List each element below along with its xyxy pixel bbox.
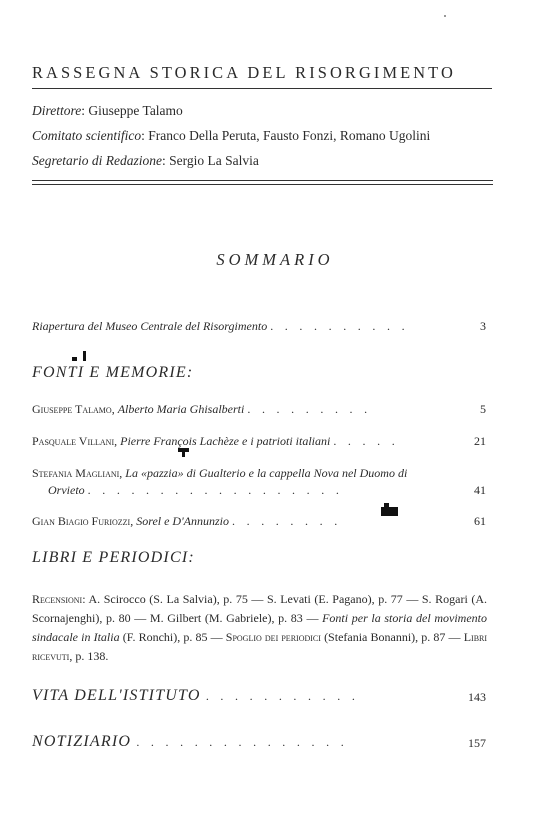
libri-ricevuti-label: Libri ricevuti [32,630,488,663]
toc-entry-furiozzi: Gian Biagio Furiozzi, Sorel e D'Annunzio . . . . . . . . 61 [32,514,486,528]
toc-title: Alberto Maria Ghisalberti [117,402,245,416]
leader-dots: . . . . . . . . . . [270,319,409,333]
toc-page-number: 5 [480,402,486,416]
toc-entry-notiziario [32,733,348,751]
toc-page-number: 3 [480,319,486,333]
print-blot [83,351,86,361]
toc-entry-magliani-line2 [48,483,486,498]
recensioni-paragraph: Recensioni: A. Scirocco (S. La Salvia), p. 75 — S. Levati (E. Pagano), p. 77 — S. Rogari (A. Scornajenghi), p. 80 — M. Gilbert (M. Gabriele), p. 83 — Fonti per la storia del movimento sindacale in Italia (F. Ronchi), p. 85 — Spoglio dei periodici (Stefania Bonanni), p. 87 — Libri ricevuti, p. 138. [32,592,488,663]
leader-dots: . . . . . . . . . [247,402,372,416]
toc-author: Gian Biagio Furiozzi [32,514,131,528]
journal-masthead: RASSEGNA STORICA DEL RISORGIMENTO [32,63,456,82]
recensioni-label: Recensioni [32,592,83,606]
leader-dots: . . . . . . . . . . . . . . . . . . [87,483,344,497]
leader-dots: . . . . . . . . . . . [205,689,360,703]
toc-entry-riapertura [32,319,486,334]
toc-entry-magliani-line1: Stefania Magliani, La «pazzia» di Gualterio e la cappella Nova nel Duomo di [32,466,408,480]
leader-dots: . . . . . . . . . . . . . . . [136,735,349,749]
fonti-heading: FONTI E MEMORIE: [32,364,194,381]
recensioni-text: , p. 138. [69,649,109,663]
print-blot [72,357,77,361]
recensioni-italic-title: Fonti per la storia del movimento sindacale in Italia [32,611,487,644]
toc-page-number: 157 [468,736,486,750]
toc-entry-talamo: Giuseppe Talamo, Alberto Maria Ghisalberti . . . . . . . . . 5 [32,402,486,416]
recensioni-text: A. Scirocco (S. La Salvia), p. 75 — S. Levati (E. Pagano), p. 77 — S. Rogari (A. Scornajenghi), p. 80 — M. Gilbert (M. Gabriele), p. 83 — [32,592,488,625]
director-name: Giuseppe Talamo [88,103,183,118]
toc-page-number: 143 [468,690,486,704]
double-rule-lower [32,184,493,185]
toc-title-continued: Orvieto [48,483,85,497]
director-label: Direttore [32,103,82,118]
spoglio-label: Spoglio dei periodici [225,630,321,644]
double-rule-upper [32,180,493,181]
masthead-rule [32,88,492,89]
toc-title: Riapertura del Museo Centrale del Risorgimento [32,319,268,333]
print-blot [384,503,389,507]
secretary-label: Segretario di Redazione [32,153,162,168]
leader-dots: . . . . . [333,434,400,448]
leader-dots: . . . . . . . . [232,514,342,528]
committee-label: Comitato scientifico [32,128,142,143]
toc-title: La «pazzia» di Gualterio e la cappella Nova nel Duomo di [125,466,408,480]
recensioni-text: (F. Ronchi), p. 85 — [122,630,223,644]
toc-page-number: 61 [474,514,486,528]
secretary-name: Sergio La Salvia [169,153,259,168]
sommario-heading: SOMMARIO [216,250,334,269]
toc-page-number: 21 [474,434,486,448]
toc-author: Pasquale Villani [32,434,115,448]
toc-entry-villani: Pasquale Villani, Pierre François Lachèze e i patrioti italiani . . . . . 21 [32,434,486,448]
libri-heading: LIBRI E PERIODICI: [32,549,195,566]
print-blot [182,451,185,457]
print-blot [381,507,398,516]
toc-title: Sorel e D'Annunzio [136,514,229,528]
toc-title: Pierre François Lachèze e i patrioti italiani [120,434,331,448]
toc-section-title: NOTIZIARIO [32,733,132,750]
toc-author: Stefania Magliani [32,466,120,480]
toc-author: Giuseppe Talamo [32,402,112,416]
speck-mark [444,15,446,17]
secretary-line: Segretario di Redazione: Sergio La Salvia [32,153,259,168]
toc-section-title: VITA DELL'ISTITUTO [32,687,201,704]
recensioni-text: (Stefania Bonanni), p. 87 — [324,630,461,644]
committee-line: Comitato scientifico: Franco Della Peruta, Fausto Fonzi, Romano Ugolini [32,128,431,143]
toc-entry-vita [32,687,359,705]
director-line: Direttore: Giuseppe Talamo [32,103,183,118]
committee-names: Franco Della Peruta, Fausto Fonzi, Romano Ugolini [148,128,431,143]
toc-page-number: 41 [474,483,486,497]
